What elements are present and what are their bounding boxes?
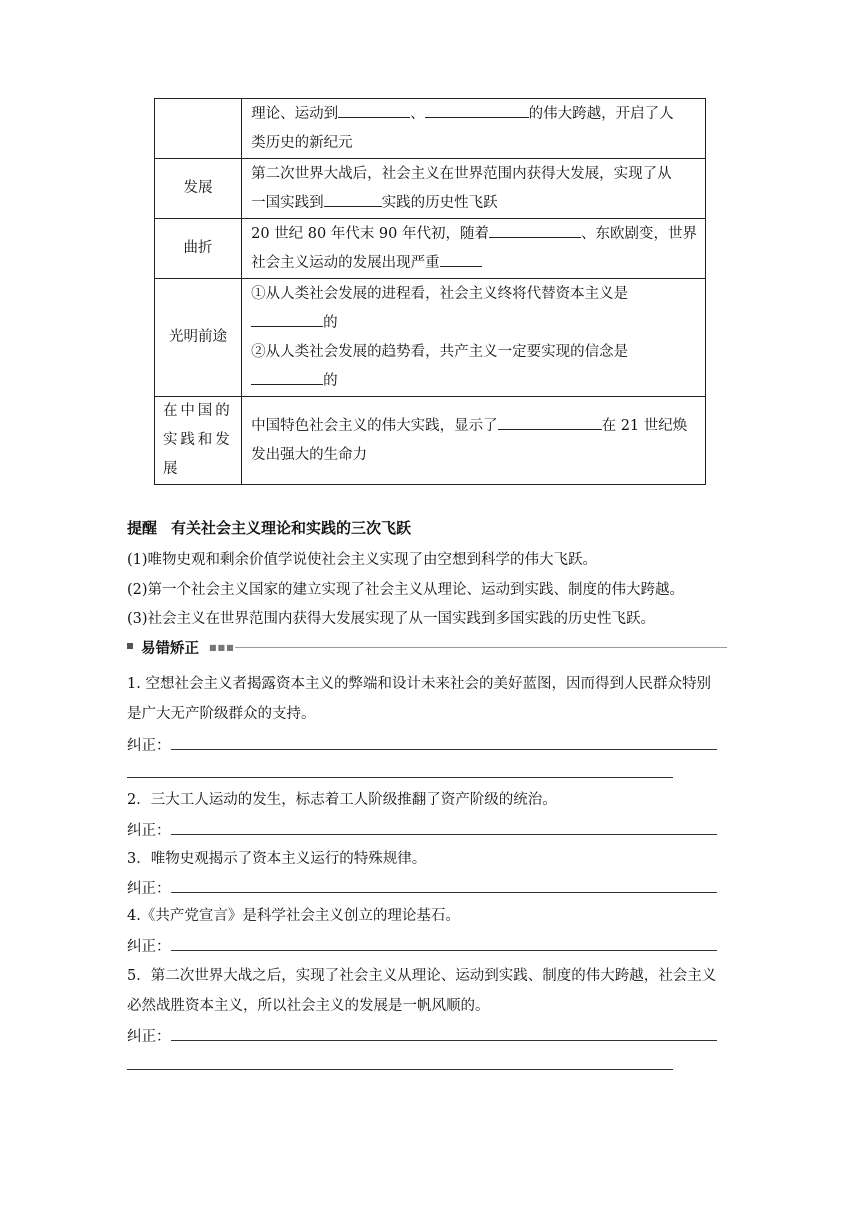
question-line: 1. 空想社会主义者揭露资本主义的弊端和设计未来社会的美好蓝图，因而得到人民群众特别 (127, 676, 711, 692)
text-line: ①从人类社会发展的进程看，社会主义终将代替资本主义是 (251, 285, 629, 302)
fill-blank[interactable] (489, 221, 581, 238)
text-segment: 、 (410, 105, 425, 122)
table-row (155, 279, 706, 397)
correction-field[interactable] (127, 1026, 717, 1047)
question-line: 是广大无产阶级群众的支持。 (127, 706, 316, 722)
tip-item: (2)第一个社会主义国家的建立实现了社会主义从理论、运动到实践、制度的伟大跨越。 (127, 582, 685, 598)
text-line: 第二次世界大战后，社会主义在世界范围内获得大发展，实现了从 (251, 165, 672, 182)
text-line: ②从人类社会发展的趋势看，共产主义一定要实现的信念是 (251, 343, 629, 360)
table-row (155, 159, 706, 219)
fill-blank[interactable] (338, 101, 410, 118)
answer-line[interactable] (171, 735, 717, 750)
correction-field[interactable] (127, 820, 717, 841)
text-segment: 的伟大跨越，开启了人 (528, 105, 674, 122)
text-segment: 、东欧剧变，世界 (581, 225, 697, 242)
table-row (155, 219, 706, 279)
text-line: 类历史的新纪元 (251, 134, 353, 151)
tip-item: (3)社会主义在世界范围内获得大发展实现了从一国实践到多国实践的历史性飞跃。 (127, 611, 656, 627)
fill-blank[interactable] (425, 101, 529, 118)
correction-label: 纠正： (127, 1029, 171, 1045)
answer-line[interactable] (171, 936, 717, 951)
answer-line[interactable] (171, 1026, 717, 1041)
row-label: 曲折 (155, 219, 242, 279)
text-line: 发出强大的生命力 (251, 446, 368, 463)
correction-label: 纠正： (127, 881, 171, 897)
text-segment: 20 世纪 80 年代末 90 年代初，随着 (251, 225, 489, 242)
question-line: 必然战胜资本主义，所以社会主义的发展是一帆风顺的。 (127, 998, 490, 1014)
answer-line[interactable] (127, 777, 673, 778)
question-line: 2．三大工人运动的发生，标志着工人阶级推翻了资产阶级的统治。 (127, 792, 557, 808)
correction-label: 纠正： (127, 939, 171, 955)
row-content (242, 219, 706, 279)
label-line: 在中国的 (163, 403, 233, 419)
correction-label: 纠正： (127, 823, 171, 839)
fill-blank[interactable] (440, 250, 482, 267)
answer-line[interactable] (127, 1069, 673, 1070)
text-segment: 一国实践到 (251, 194, 324, 211)
section-header (127, 637, 727, 657)
tip-item: (1)唯物史观和剩余价值学说使社会主义实现了由空想到科学的伟大飞跃。 (127, 552, 598, 568)
fill-blank[interactable] (251, 310, 323, 327)
row-label (155, 99, 242, 159)
divider (235, 647, 727, 648)
question-line: 4.《共产党宣言》是科学社会主义创立的理论基石。 (127, 908, 460, 924)
tip-heading (127, 517, 411, 538)
row-content (242, 159, 706, 219)
dots-divider-icon: ■■■ (209, 643, 235, 652)
text-segment: 在 21 世纪焕 (601, 417, 688, 434)
row-label: 光明前途 (155, 279, 242, 397)
row-content (242, 99, 706, 159)
text-segment: 中国特色社会主义的伟大实践，显示了 (251, 417, 498, 434)
row-content (242, 279, 706, 397)
correction-field[interactable] (127, 936, 717, 957)
text-segment: 的 (323, 372, 338, 389)
text-segment: 的 (323, 314, 338, 331)
text-segment: 实践的历史性飞跃 (381, 194, 498, 211)
fill-blank[interactable] (251, 368, 323, 385)
row-label: 发展 (155, 159, 242, 219)
text-segment: 社会主义运动的发展出现严重 (251, 254, 440, 271)
socialism-history-table (154, 98, 706, 485)
label-line: 展 (163, 461, 181, 477)
question-line: 3．唯物史观揭示了资本主义运行的特殊规律。 (127, 851, 427, 867)
text-segment: 理论、运动到 (251, 105, 339, 122)
answer-line[interactable] (171, 878, 717, 893)
fill-blank[interactable] (324, 190, 382, 207)
square-bullet-icon (127, 643, 133, 649)
row-content (242, 397, 706, 485)
fill-blank[interactable] (498, 413, 602, 430)
section-title: 易错矫正 (141, 641, 199, 657)
table-row (155, 99, 706, 159)
tip-label: 提醒 (127, 519, 158, 537)
label-line: 实践和发 (163, 432, 233, 448)
question-line: 5．第二次世界大战之后，实现了社会主义从理论、运动到实践、制度的伟大跨越，社会主义 (127, 968, 717, 984)
correction-field[interactable] (127, 878, 717, 899)
row-label (155, 397, 242, 485)
answer-line[interactable] (171, 820, 717, 835)
correction-label: 纠正： (127, 738, 171, 754)
table-row (155, 397, 706, 485)
tip-title: 有关社会主义理论和实践的三次飞跃 (171, 519, 412, 537)
correction-field[interactable] (127, 735, 717, 756)
